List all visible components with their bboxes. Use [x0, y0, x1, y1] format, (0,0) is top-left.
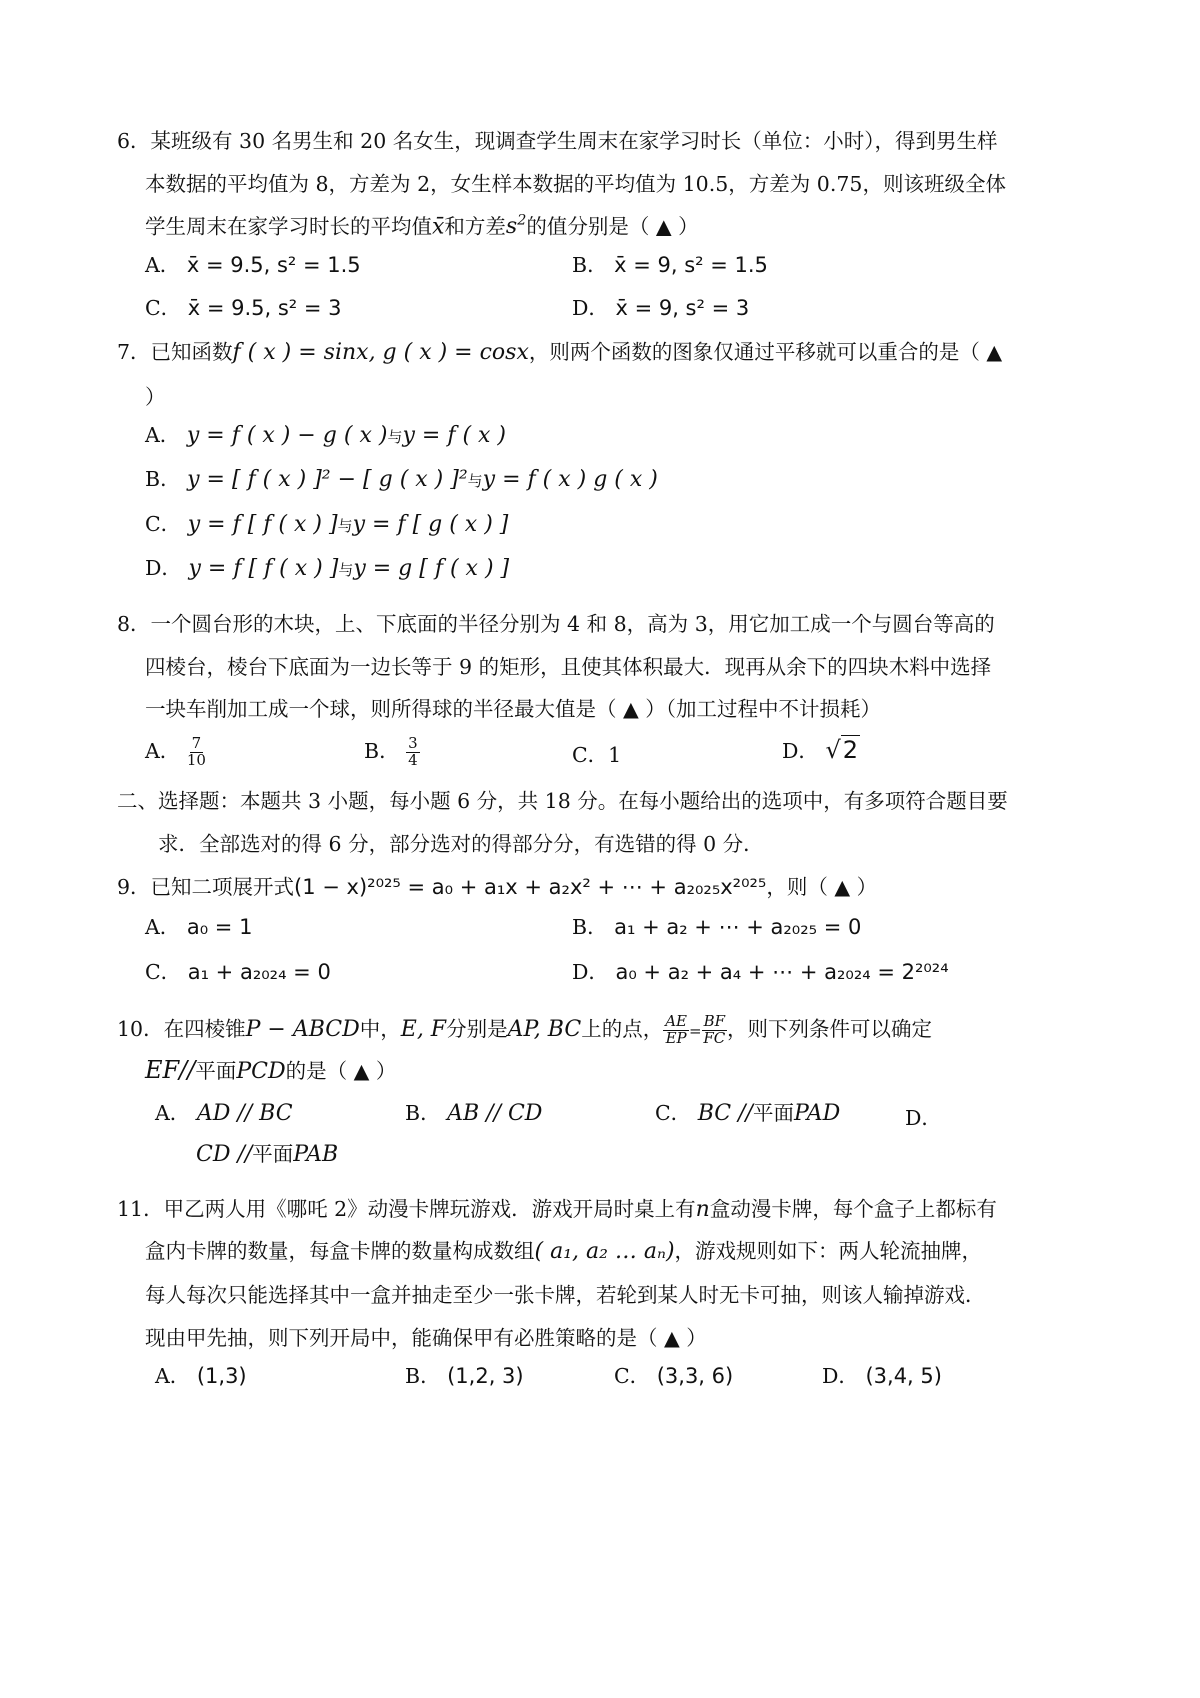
q8-option-b[interactable]: B． $\frac{3}{4}$: [364, 734, 418, 769]
q10-line-1: 10．在四棱锥P − ABCD中，E, F分别是AP, BC上的点， $\frac{AE}{EP}$ = $\frac{BF}{FC}$ ，则下列条件可以确定: [117, 1012, 933, 1047]
q10-option-a[interactable]: A． AD // BC: [155, 1101, 293, 1126]
q11-option-a[interactable]: A． (1,3): [155, 1364, 247, 1388]
q8-line-3: 一块车削加工成一个球，则所得球的半径最大值是（ ▲ ）（加工过程中不计损耗）: [145, 697, 882, 721]
q9-option-b[interactable]: B． a₁ + a₂ + ⋯ + a₂₀₂₅ = 0: [572, 915, 862, 939]
q8-option-a[interactable]: A． $\frac{7}{10}$: [145, 734, 206, 769]
q6-line-3: 学生周末在家学习时长的平均值x̄和方差$s^2$的值分别是（ ▲ ）: [145, 213, 699, 240]
q8-option-c[interactable]: C．1: [572, 743, 622, 767]
q7-option-b[interactable]: B． y = [ f ( x ) ]² − [ g ( x ) ]²与y = f ( x ) g ( x ): [145, 467, 658, 492]
q6-option-a[interactable]: A． x̄ = 9.5, s² = 1.5: [145, 253, 361, 277]
q6-option-b[interactable]: B． x̄ = 9, s² = 1.5: [572, 253, 768, 277]
q6-option-d[interactable]: D． x̄ = 9, s² = 3: [572, 296, 750, 320]
q8-option-d[interactable]: D． √2: [782, 736, 859, 764]
q7-option-d[interactable]: D． y = f [ f ( x ) ]与y = g [ f ( x ) ]: [145, 556, 510, 581]
q9-option-c[interactable]: C． a₁ + a₂₀₂₄ = 0: [145, 960, 331, 984]
q10-option-d[interactable]: D．: [905, 1106, 942, 1130]
q11-line-4: 现由甲先抽，则下列开局中，能确保甲有必胜策略的是（ ▲ ）: [145, 1326, 707, 1350]
q10-option-b[interactable]: B． AB // CD: [405, 1101, 543, 1126]
q9-option-d[interactable]: D． a₀ + a₂ + a₄ + ⋯ + a₂₀₂₄ = 2²⁰²⁴: [572, 960, 949, 984]
q9-line-1: 9．已知二项展开式(1 − x)²⁰²⁵ = a₀ + a₁x + a₂x² + ⋯ + a₂₀₂₅x²⁰²⁵，则（ ▲ ）: [117, 875, 878, 899]
q6-line-2: 本数据的平均值为 8，方差为 2，女生样本数据的平均值为 10.5，方差为 0.75，则该班级全体: [145, 172, 1006, 196]
q11-line-1: 11．甲乙两人用《哪吒 2》动漫卡牌玩游戏．游戏开局时桌上有n盒动漫卡牌，每个盒子上都标有: [117, 1197, 997, 1222]
fraction-7-10: $\frac{7}{10}$: [186, 734, 206, 769]
q11-line-2: 盒内卡牌的数量，每盒卡牌的数量构成数组( a₁, a₂ … aₙ)，游戏规则如下：两人轮流抽牌，: [145, 1239, 983, 1264]
q10-option-d-content[interactable]: CD //平面PAB: [196, 1142, 339, 1167]
q7-option-a[interactable]: A． y = f ( x ) − g ( x )与y = f ( x ): [145, 423, 507, 448]
sqrt-symbol: √2: [825, 736, 859, 764]
q7-line-2: ）: [145, 385, 166, 409]
section-2-line-1: 二、选择题：本题共 3 小题，每小题 6 分，共 18 分。在每小题给出的选项中，有多项符合题目要: [117, 789, 1008, 813]
q8-line-1: 8．一个圆台形的木块，上、下底面的半径分别为 4 和 8，高为 3，用它加工成一个与圆台等高的: [117, 612, 995, 636]
q7-option-c[interactable]: C． y = f [ f ( x ) ]与y = f [ g ( x ) ]: [145, 512, 509, 537]
fraction-ae-ep: $\frac{AE}{EP}$: [665, 1012, 688, 1047]
q7-line-1: 7．已知函数f ( x ) = sinx, g ( x ) = cosx，则两个函数的图象仅通过平移就可以重合的是（ ▲: [117, 340, 1003, 365]
fraction-3-4: $\frac{3}{4}$: [408, 734, 418, 769]
q8-line-2: 四棱台，棱台下底面为一边长等于 9 的矩形，且使其体积最大．现再从余下的四块木料中选择: [145, 655, 992, 679]
fraction-bf-fc: $\frac{BF}{FC}$: [703, 1012, 726, 1047]
q11-option-c[interactable]: C． (3,3, 6): [614, 1364, 734, 1388]
q10-option-c[interactable]: C． BC //平面PAD: [655, 1101, 841, 1126]
q10-line-2: EF//平面PCD的是（ ▲ ）: [145, 1056, 397, 1084]
q9-option-a[interactable]: A． a₀ = 1: [145, 915, 253, 939]
q6-option-c[interactable]: C． x̄ = 9.5, s² = 3: [145, 296, 342, 320]
section-2-line-2: 求．全部选对的得 6 分，部分选对的得部分分，有选错的得 0 分．: [158, 832, 764, 856]
q11-line-3: 每人每次只能选择其中一盒并抽走至少一张卡牌，若轮到某人时无卡可抽，则该人输掉游戏．: [145, 1283, 986, 1307]
q11-option-d[interactable]: D． (3,4, 5): [822, 1364, 942, 1388]
q11-option-b[interactable]: B． (1,2, 3): [405, 1364, 524, 1388]
q6-line-1: 6．某班级有 30 名男生和 20 名女生，现调查学生周末在家学习时长（单位：小时），得到男生样: [117, 129, 998, 153]
